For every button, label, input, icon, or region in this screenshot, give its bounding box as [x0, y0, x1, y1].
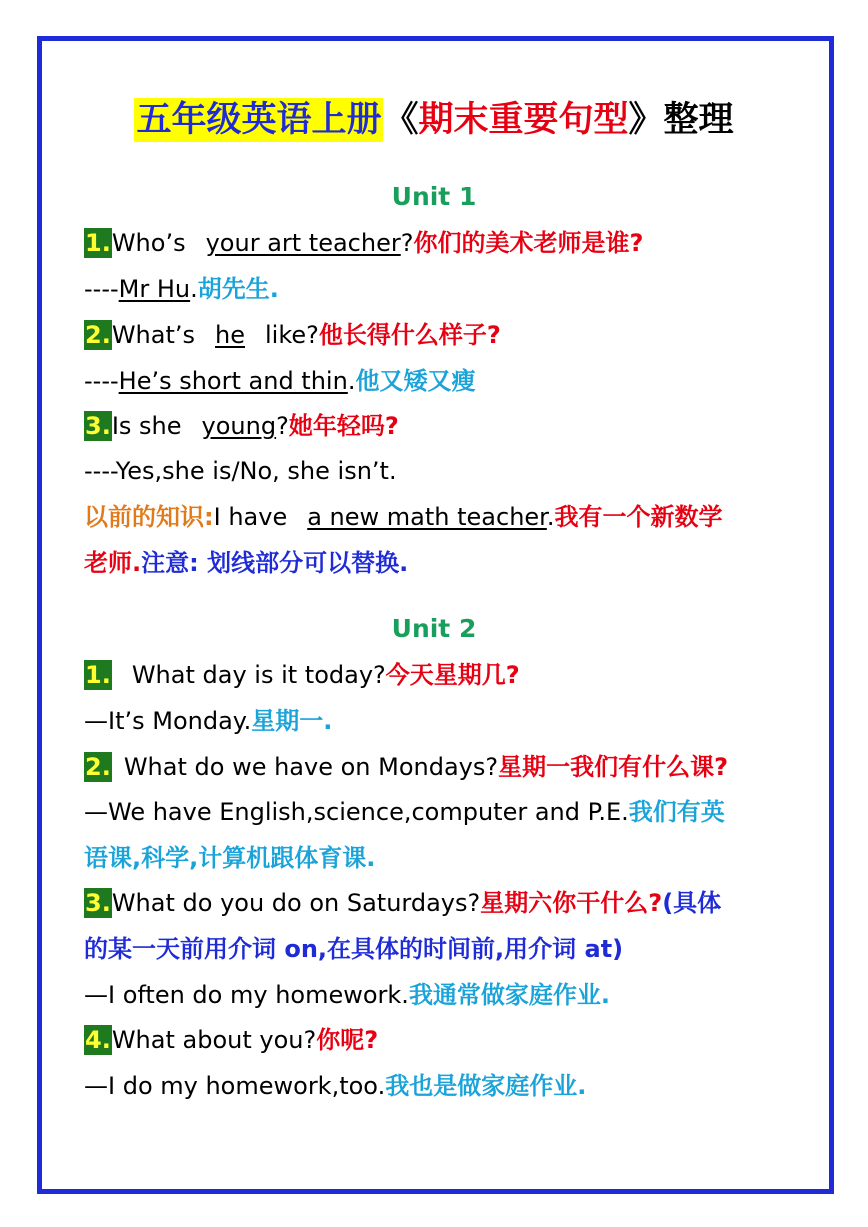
english-text: ?: [400, 229, 414, 257]
english-text: What’s: [111, 321, 196, 349]
english-text: ?: [276, 412, 289, 440]
title-tail: 整理: [663, 100, 734, 140]
number-badge: 4.: [85, 1026, 111, 1054]
note-text: 注意: 划线部分可以替换.: [141, 549, 409, 577]
unit1-line-4: [84, 366, 475, 396]
english-text: What do we have on Mondays?: [123, 753, 499, 781]
unit2-heading: Unit 2: [391, 614, 477, 643]
dash: ----: [84, 275, 119, 303]
number-badge: 1.: [85, 661, 111, 689]
english-text: What do you do on Saturdays?: [111, 889, 481, 917]
number-badge: 2.: [85, 753, 111, 781]
unit2-line-4: [84, 797, 725, 827]
number-badge: 3.: [85, 889, 111, 917]
unit2-line-2: [84, 706, 332, 736]
chinese-translation: 他又矮又瘦: [355, 367, 476, 395]
note-text: (具体: [662, 889, 722, 917]
unit1-line-8: [84, 548, 408, 578]
unit2-line-10: [84, 1071, 586, 1101]
chinese-translation: 星期一我们有什么课?: [498, 753, 729, 781]
underlined-phrase: He’s short and thin: [118, 367, 348, 395]
english-text: —It’s Monday.: [84, 707, 252, 735]
underlined-phrase: your art teacher: [205, 229, 401, 257]
number-badge: 2.: [85, 321, 111, 349]
chinese-translation: 我们有英: [628, 798, 725, 826]
title-red: 期末重要句型: [418, 100, 629, 140]
unit1-line-3: [84, 320, 501, 350]
english-text: .: [347, 367, 356, 395]
english-text: —I do my homework,too.: [84, 1072, 386, 1100]
english-text: What day is it today?: [131, 661, 386, 689]
unit2-line-3: [84, 752, 728, 782]
unit1-line-7: [84, 502, 722, 532]
page-title: [0, 92, 868, 142]
chinese-translation: 今天星期几?: [385, 661, 520, 689]
previous-knowledge-label: 以前的知识:: [84, 503, 214, 531]
underlined-phrase: young: [201, 412, 277, 440]
unit1-line-5: [84, 411, 399, 441]
unit1-heading: Unit 1: [391, 182, 477, 211]
english-text: .: [190, 275, 198, 303]
english-text: Who’s: [111, 229, 186, 257]
unit2-line-6: [84, 888, 721, 918]
unit2-line-9: [84, 1025, 378, 1055]
english-text: Is she: [111, 412, 182, 440]
english-text: —We have English,science,computer and P.E.: [84, 798, 629, 826]
title-close-bracket: 》: [628, 100, 664, 140]
note-text: 的某一天前用介词 on,在具体的时间前,用介词 at): [84, 935, 624, 963]
chinese-translation: 他长得什么样子?: [318, 321, 501, 349]
chinese-translation: 她年轻吗?: [288, 412, 399, 440]
english-text: .: [546, 503, 555, 531]
underlined-phrase: Mr Hu: [118, 275, 191, 303]
unit2-line-8: [84, 980, 610, 1010]
number-badge: 1.: [85, 229, 111, 257]
dash: ----: [84, 367, 119, 395]
title-highlight: 五年级英语上册: [136, 100, 382, 140]
unit1-line-1: [84, 228, 643, 258]
unit2-line-1: [84, 660, 520, 690]
chinese-translation: 语课,科学,计算机跟体育课.: [84, 844, 376, 872]
chinese-translation: 胡先生.: [197, 275, 279, 303]
title-open-bracket: 《: [383, 100, 419, 140]
chinese-translation: 我有一个新数学: [554, 503, 723, 531]
chinese-translation: 你呢?: [316, 1026, 379, 1054]
underlined-phrase: he: [215, 321, 246, 349]
chinese-translation: 我也是做家庭作业.: [385, 1072, 587, 1100]
chinese-translation: 你们的美术老师是谁?: [413, 229, 644, 257]
unit2-line-7: [84, 934, 623, 964]
english-text: What about you?: [111, 1026, 317, 1054]
english-text: —I often do my homework.: [84, 981, 409, 1009]
chinese-translation: 星期六你干什么?: [480, 889, 663, 917]
number-badge: 3.: [85, 412, 111, 440]
english-text: like?: [265, 321, 319, 349]
unit1-line-2: [84, 274, 279, 304]
english-text: ----Yes,she is/No, she isn’t.: [84, 457, 397, 485]
english-text: I have: [213, 503, 288, 531]
underlined-phrase: a new math teacher: [307, 503, 547, 531]
chinese-translation: 老师.: [84, 549, 142, 577]
unit1-line-6: [84, 456, 397, 486]
chinese-translation: 星期一.: [251, 707, 333, 735]
unit2-line-5: [84, 843, 375, 873]
chinese-translation: 我通常做家庭作业.: [408, 981, 611, 1009]
